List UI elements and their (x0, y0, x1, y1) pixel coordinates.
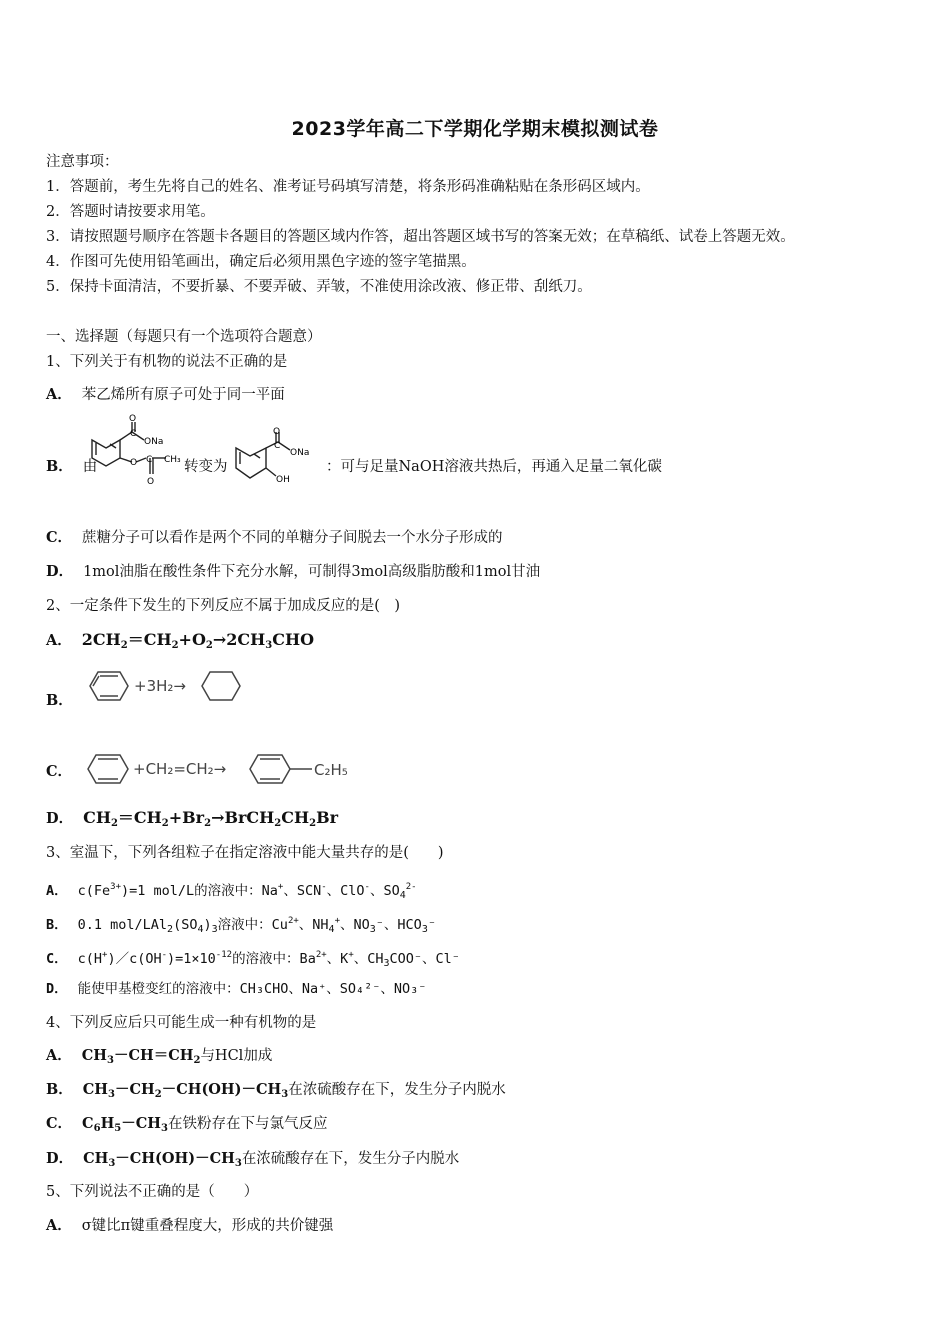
q4-option-a (46, 1046, 272, 1071)
option-text: 与HCl加成 (200, 1048, 273, 1064)
option-text: 能使甲基橙变红的溶液中：CH₃CHO、Na⁺、SO₄²⁻、NO₃⁻ (77, 981, 427, 997)
struct-label: O (147, 477, 155, 487)
formula: $CH_3-CH(OH)-CH_3$ (83, 1150, 242, 1169)
q2-option-a (46, 630, 314, 656)
reagent-text: +CH₂=CH₂→ (133, 760, 227, 778)
option-label: A． (46, 1047, 72, 1064)
option-text: σ键比π键重叠程度大，形成的共价键强 (81, 1218, 334, 1234)
option-text: 1mol油脂在酸性条件下充分水解，可制得3mol高级脂肪酸和1mol甘油 (83, 564, 541, 580)
notice-heading: 注意事项： (46, 154, 119, 170)
notice-item-1: 1．答题前，考生先将自己的姓名、准考证号码填写清楚，将条形码准确粘贴在条形码区域内。 (46, 179, 650, 195)
exam-title: 2023学年高二下学期化学期末模拟测试卷 (291, 118, 659, 140)
q2-option-d (46, 808, 338, 834)
formula: $C_6H_5-CH_3$ (82, 1115, 168, 1134)
struct-label: OH (276, 475, 290, 485)
struct-label: C (130, 429, 137, 439)
option-label: C． (46, 763, 73, 780)
q1-b-transform-text: 转变为 (184, 459, 228, 475)
option-text: $c(Fe^{3+})=1$ mol/L的溶液中：Na+、SCN-、ClO-、$SO_4^{2-}$ (77, 882, 417, 901)
section-heading: 一、选择题（每题只有一个选项符合题意） (46, 329, 322, 345)
struct-label: ONa (144, 437, 164, 447)
q3-option-a (46, 877, 417, 906)
option-label: A． (46, 1217, 72, 1234)
option-label: D． (46, 810, 74, 827)
product-group: C₂H₅ (314, 761, 348, 779)
option-text: 由 (82, 459, 98, 475)
option-text: $c(H^+)/c(OH^-)=1\times 10^{-12}$的溶液中：$Ba^{2+}$、K+、$CH_3COO^-$、Cl⁻ (77, 950, 460, 969)
reagent-text: +3H₂→ (134, 677, 186, 695)
option-text: 苯乙烯所有原子可处于同一平面 (81, 387, 285, 403)
formula: $CH_3-CH=CH_2$ (81, 1047, 201, 1066)
q4-stem: 4、下列反应后只可能生成一种有机物的是 (46, 1015, 317, 1031)
option-label: A． (46, 632, 72, 649)
option-text: 在浓硫酸存在下，发生分子内脱水 (241, 1151, 460, 1167)
q3-option-b (46, 911, 436, 940)
q5-stem: 5、下列说法不正确的是（ ） (46, 1184, 259, 1200)
struct-label: O (130, 458, 138, 468)
salicylate-structure (230, 426, 326, 492)
reaction-equation: $2CH_2=CH_2+O_2\to 2CH_3CHO$ (81, 630, 315, 651)
option-text: 在浓硫酸存在下，发生分子内脱水 (288, 1082, 506, 1098)
notice-item-2: 2．答题时请按要求用笔。 (46, 204, 215, 220)
q4-option-c (46, 1114, 327, 1139)
option-text: 0.1 mol/$LAl_2(SO_4)_3$溶液中：$Cu^{2+}$、$NH_4^+$、$NO_3^-$、$HCO_3^-$ (77, 916, 436, 935)
option-label: B． (46, 1081, 73, 1098)
struct-label: ONa (290, 448, 310, 458)
struct-label: O (273, 427, 281, 437)
formula: $CH_3-CH_2-CH(OH)-CH_3$ (82, 1081, 289, 1100)
q4-option-b (46, 1080, 506, 1105)
q1-option-c (46, 528, 503, 548)
option-label: C． (46, 951, 68, 967)
q4-option-d (46, 1149, 459, 1174)
notice-item-3: 3．请按照题号顺序在答题卡各题目的答题区域内作答，超出答题区域书写的答案无效；在草稿纸、试卷上答题无效。 (46, 229, 795, 245)
q3-stem: 3、室温下，下列各组粒子在指定溶液中能大量共存的是( ) (46, 845, 444, 861)
option-label: B． (46, 917, 68, 933)
q1-b-condition: ：可与足量NaOH溶液共热后，再通入足量二氧化碳 (326, 459, 662, 475)
option-label: A． (46, 883, 68, 899)
option-label: D． (46, 563, 74, 580)
option-label: D． (46, 1150, 74, 1167)
struct-label: CH₃ (164, 455, 181, 465)
option-text: 在铁粉存在下与氯气反应 (167, 1116, 328, 1132)
q3-option-d (46, 979, 426, 999)
option-label: A． (46, 386, 72, 403)
option-label: B． (46, 692, 73, 709)
reaction-equation: $CH_2=CH_2+Br_2\to BrCH_2CH_2Br$ (83, 808, 339, 829)
q2-stem: 2、一定条件下发生的下列反应不属于加成反应的是( ) (46, 598, 401, 614)
benzene-hydrogenation (78, 668, 258, 704)
option-label: B． (46, 458, 73, 475)
option-label: C． (46, 529, 73, 546)
q3-option-c (46, 945, 460, 974)
q1-stem: 1、下列关于有机物的说法不正确的是 (46, 354, 288, 370)
q1-option-d (46, 562, 540, 582)
notice-item-5: 5．保持卡面清洁，不要折暴、不要弄破、弄皱，不准使用涂改液、修正带、刮纸刀。 (46, 279, 592, 295)
q1-option-a (46, 385, 285, 405)
option-label: C． (46, 1115, 73, 1132)
q2-option-c (46, 762, 82, 782)
acetylsalicylate-structure (88, 414, 188, 490)
struct-label: C (274, 441, 281, 451)
benzene-ethylene-addition (78, 750, 368, 788)
notice-item-4: 4．作图可先使用铅笔画出，确定后必须用黑色字迹的签字笔描黑。 (46, 254, 476, 270)
option-label: D． (46, 981, 68, 997)
struct-label: C (146, 455, 153, 465)
struct-label: O (129, 414, 137, 424)
q5-option-a (46, 1216, 333, 1236)
option-text: 蔗糖分子可以看作是两个不同的单糖分子间脱去一个水分子形成的 (82, 530, 503, 546)
